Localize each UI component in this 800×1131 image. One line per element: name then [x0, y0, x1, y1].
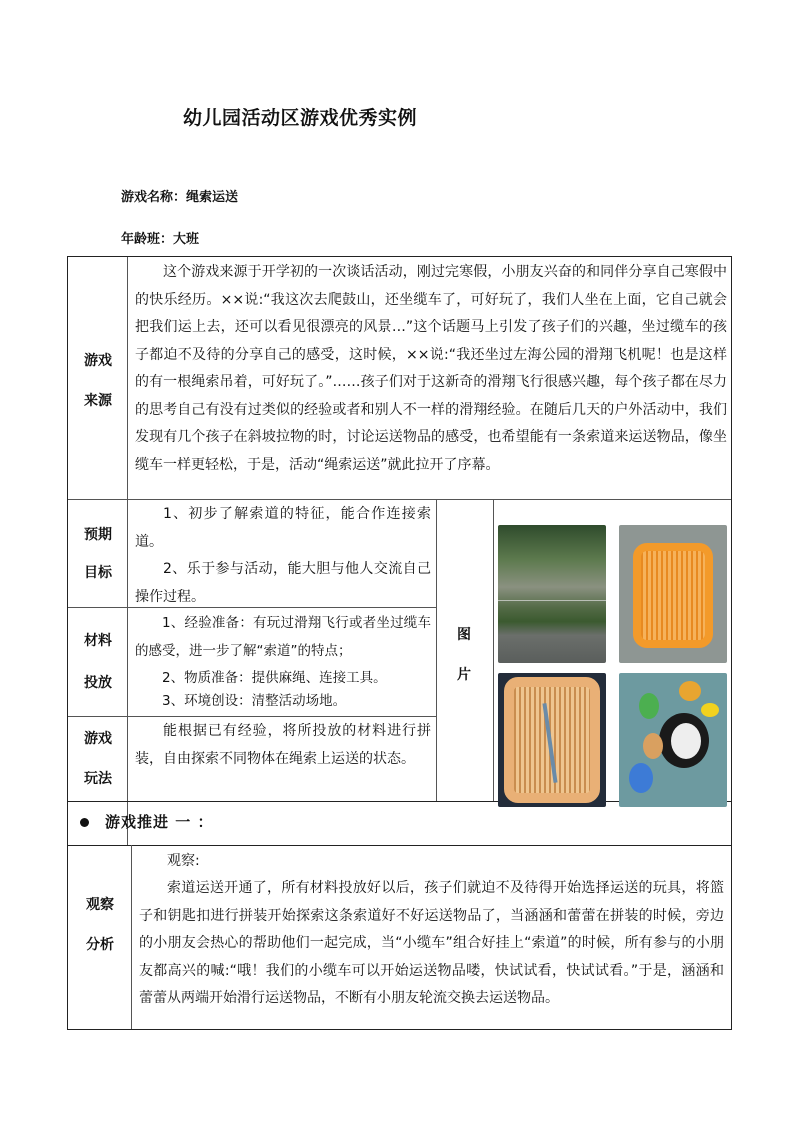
- divider: [68, 499, 731, 500]
- goals-label-1: 预期: [84, 527, 112, 543]
- goal-item-2: 2、乐于参与活动，能大胆与他人交流自己操作过程。: [135, 561, 431, 605]
- origin-text: 这个游戏来源于开学初的一次谈话活动，刚过完寒假，小朋友兴奋的和同伴分享自己寒假中的快乐经历。××说:“我这次去爬鼓山，还坐缆车了，可好玩了，我们人坐在上面，它自己就会把我们运上去，还可以看见很漂亮的风景…”这个话题马上引发了孩子们的兴趣，坐过缆车的孩子都迫不及待的分享自己的感受，这时候，××说:“我还坐过左海公园的滑翔飞机呢！也是这样的有一根绳索吊着，可好玩了。”……孩子们对于这新奇的滑翔飞行很感兴趣，每个孩子都在尽力的思考自己有没有过类似的经验或者和别人不一样的滑翔经验。在随后几天的户外活动中，我们发现有几个孩子在斜坡拉物的时，讨论运送物品的感受，也希望能有一条索道来运送物品，像坐缆车一样更轻松，于是，活动“绳索运送”就此拉开了序幕。: [135, 264, 727, 473]
- observation-subheading: 观察:: [167, 853, 200, 869]
- observation-text: 索道运送开通了，所有材料投放好以后，孩子们就迫不及待得开始选择运送的玩具，将篮子和钥匙扣进行拼装开始探索这条索道好不好运送物品了，当涵涵和蕾蕾在拼装的时候，旁边的小朋友会热心的帮助他们一起完成，当“小缆车”组合好挂上“索道”的时候，所有参与的小朋友都高兴的喊:“哦！我们的小缆车可以开始运送物品喽，快试试看，快试试看。”于是，涵涵和蕾蕾从两端开始滑行运送物品，不断有小朋友轮流交换去运送物品。: [139, 880, 724, 1006]
- grade-label: 年龄班：: [121, 232, 174, 247]
- pictures-label-1: 图: [457, 627, 471, 643]
- materials-label-1: 材料: [84, 633, 112, 649]
- material-item-3: 3、环境创设：清整活动场地。: [162, 693, 347, 709]
- outdoor-rope-photo: [498, 525, 606, 663]
- orange-basket-photo: [619, 525, 727, 663]
- goals-label-2: 目标: [84, 565, 112, 581]
- game-name-line: [121, 186, 238, 205]
- play-text: 能根据已有经验，将所投放的材料进行拼装，自由探索不同物体在绳索上运送的状态。: [135, 723, 431, 767]
- plush-toys-photo: [619, 673, 727, 807]
- basket-with-keychains-photo: [498, 673, 606, 807]
- activity-table: [67, 256, 732, 1030]
- material-item-1: 1、经验准备：有玩过滑翔飞行或者坐过缆车的感受，进一步了解“索道”的特点；: [135, 615, 431, 659]
- pictures-label-2: 片: [457, 667, 471, 683]
- play-label-2: 玩法: [84, 771, 112, 787]
- material-item-2: 2、物质准备：提供麻绳、连接工具。: [162, 670, 387, 686]
- progress-heading: 游戏推进 一 ：: [105, 813, 214, 831]
- divider: [131, 845, 132, 1029]
- origin-label-2: 来源: [84, 393, 112, 409]
- game-name-value: 绳索运送: [186, 190, 239, 205]
- grade-line: [121, 228, 199, 247]
- origin-label-1: 游戏: [84, 353, 112, 369]
- divider: [68, 845, 731, 846]
- observation-label-2: 分析: [86, 937, 114, 953]
- grade-value: 大班: [173, 232, 200, 247]
- document-title: 幼儿园活动区游戏优秀实例: [182, 107, 417, 129]
- observation-label-1: 观察: [86, 897, 114, 913]
- goal-item-1: 1、初步了解索道的特征，能合作连接索道。: [135, 506, 431, 550]
- divider: [68, 716, 436, 717]
- bullet-icon: [80, 818, 89, 827]
- game-name-label: 游戏名称：: [121, 190, 187, 205]
- play-label-1: 游戏: [84, 731, 112, 747]
- materials-label-2: 投放: [84, 675, 112, 691]
